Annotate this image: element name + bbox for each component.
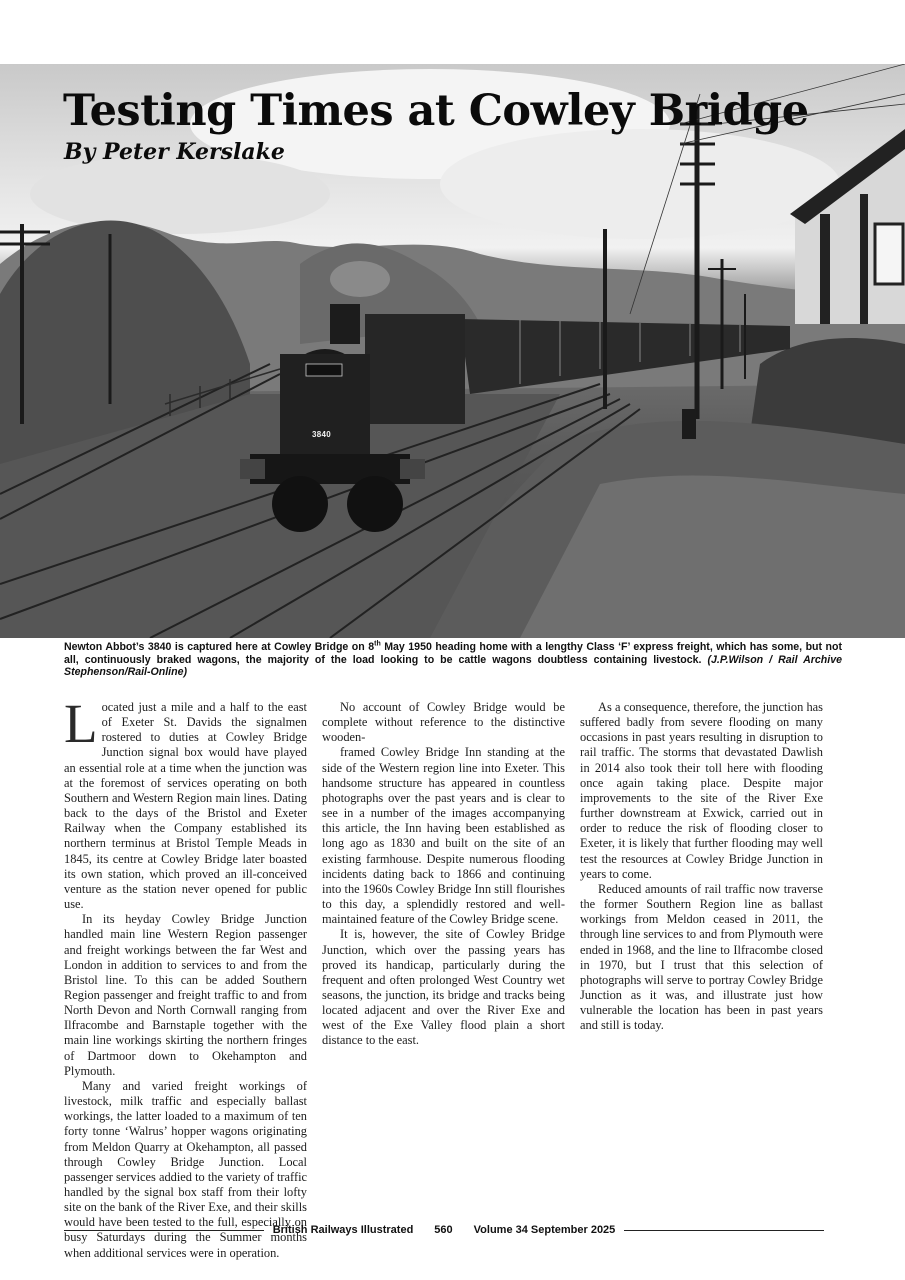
body-paragraph: Reduced amounts of rail traffic now traverse the former Southern Region line as ballast workings from Meldon ceased in 2011, the through line services to and from Plymouth were ended in 1968, and the line to Ilfracombe closed in 1970, but I trust that this selection of photographs will serve to portray Cowley Bridge Junction as it was, and illustrate just how vulnerable the location has been in past years and still is today. [580,881,823,1033]
body-paragraph: In its heyday Cowley Bridge Junction handled main line Western Region passenger and freight workings between the far West and London in addition to services to and from the Bristol line. To this can be added Southern Region passenger and freight traffic to and from North Devon and North Cornwall ranging from Ilfracombe and Barnstaple together with the main line workings skirting the northern fringes of Dartmoor down to Okehampton and Plymouth. [64,912,307,1078]
body-paragraph: As a consequence, therefore, the junction has suffered badly from severe flooding on many occasions in past years resulting in disruption to rail traffic. The storms that devastated Dawlish in 2014 also took their toll here with flooding once again taking place. Despite major improvements to the site of the River Exe further downstream at Exwick, carried out in order to reduce the risk of flooding closer to Exeter, it is likely that further flooding may well test the resources at Cowley Bridge Junction in years to come. [580,700,823,881]
page-footer [64,1222,824,1238]
body-paragraph [64,693,307,912]
caption-superscript: th [374,640,381,648]
photo-caption [64,641,842,679]
smoke [330,261,390,297]
body-column-2 [322,700,565,1049]
cover-photo [0,64,905,638]
timber-frame [860,194,868,324]
body-paragraph: Many and varied freight workings of livestock, milk traffic and especially ballast workings, the latter loaded to a maximum of ten forty tonne ‘Walrus’ hopper wagons originating from Meldon Quarry at Okehampton, all passed through Cowley Bridge Junction. Local passenger services addied to the variety of traffic handled by the signal box staff from their lofty site on the bank of the River Exe, and their skills would have been tested to the full, especially on busy Saturdays during the Summer months when additional services were in operation. [64,1078,308,1260]
body-paragraph: No account of Cowley Bridge would be complete without reference to the distinctive wooden- [322,700,565,745]
timber-frame [820,214,830,324]
paragraph-text: ocated just a mile and a half to the east of Exeter St. Davids the signalmen rostered to duties at Cowley Bridge Junction signal box would have played an essential role at a time when the junction was at the foremost of services operating on both Southern and Western Region main lines. Dating back to the days of the Bristol and Exeter Railway when the Company established its northern terminus at Bristol Temple Meads in 1845, its centre at Cowley Bridge later boasted its own station, which proved an ill-conceived venture as the station never opened for public use. [64,700,307,912]
drop-cap: L [64,693,98,754]
caption-text-continued: May 1950 heading home with a lengthy Class ‘F’ express freight, which has some, but not all, continuously braked wagons, the majority of the load looking to be cattle wagons doubtless containing livestock. [64,641,842,666]
footer-rule-left [64,1230,264,1231]
caption-text: Newton Abbot’s 3840 is captured here at Cowley Bridge on 8 [64,641,375,653]
body-column-3 [580,700,823,1033]
body-paragraph: It is, however, the site of Cowley Bridge Junction, which over the passing years has proved its handicap, particularly during the frequent and often prolonged West Country wet seasons, the junction, its bridge and tracks being located adjacent and over the River Exe and west of the Exe Valley flood plain a short distance to the east. [322,927,565,1048]
photo-credit: (J.P.Wilson / Rail Archive Stephenson/Rail-Online) [64,653,842,679]
footer-rule-right [624,1230,824,1231]
locomotive-number: 3840 [312,430,331,439]
article-byline: By Peter Kerslake [64,139,285,165]
inn-window [875,224,903,284]
cloud [440,129,840,239]
page-number: 560 [434,1224,453,1236]
trackside-figure [682,409,696,439]
issue-info: Volume 34 September 2025 [473,1224,616,1236]
publication-name: British Railways Illustrated [272,1224,414,1236]
article-title: Testing Times at Cowley Bridge [63,86,809,136]
body-paragraph: framed Cowley Bridge Inn standing at the side of the Western region line into Exeter. This handsome structure has appeared in countless photographs over the past years and is clear to see in a number of the images accompanying this article, the Inn having been established as long ago as 1830 and built on the site of an existing farmhouse. Despite numerous flooding incidents dating back to 1866 and continuing into the 1960s Cowley Bridge Inn still flourishes to this day, a splendidly restored and well-maintained feature of the Cowley Bridge scene. [322,745,565,927]
body-column-1 [64,693,308,1261]
cloud [30,154,330,234]
